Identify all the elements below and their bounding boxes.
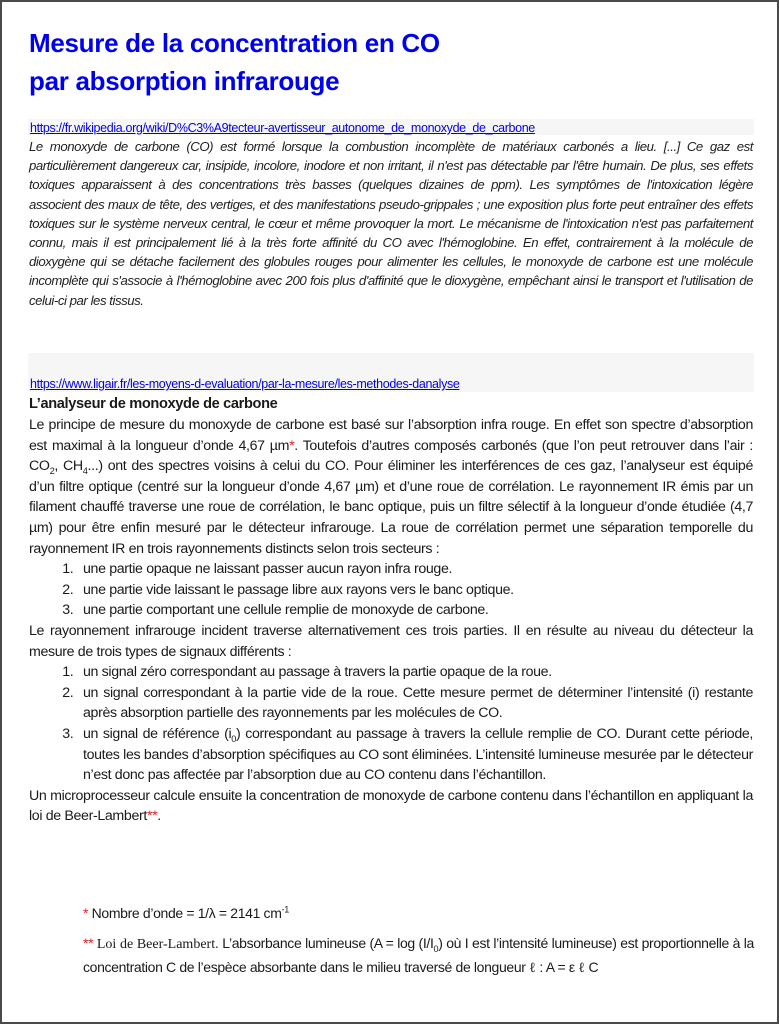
wikipedia-link[interactable]: https://fr.wikipedia.org/wiki/D%C3%A9tecteur-avertisseur_autonome_de_monoxyde_de_carbone [30,121,535,135]
conclusion-paragraph: Un microprocesseur calcule ensuite la concentration de monoxyde de carbone contenu dans l’échantillon en appliquant la loi de Beer-Lambert**. [29,787,753,825]
signals-list [29,662,753,786]
signals-paragraph: Le rayonnement infrarouge incident traverse alternativement ces trois parties. Il en résulte au niveau du détecteur la mesure de trois types de signaux différents : [29,622,753,660]
principle-paragraph: Le principe de mesure du monoxyde de carbone est basé sur l’absorption infra rouge. En effet son spectre d’absorption est maximal à la longueur d’onde 4,67 µm*. Toutefois d’autres composés carbonés (que l’on peut retrouver dans l’air : $CO_2$, $CH_4$...) ont des spectres voisins à celui du CO. Pour éliminer les interférences de ces gaz, l’analyseur est équipé d’un filtre optique (centré sur la longueur d’onde 4,67 µm) et d’une roue de corrélation. Le rayonnement IR émis par un filament chauffé traverse une roue de corrélation, le banc optique, puis un filtre sélectif à la longueur d’onde étudiée (4,7 µm) pour être enfin mesuré par le détecteur infrarouge. La roue de corrélation permet une séparation temporelle du rayonnement IR en trois rayonnements distincts selon trois secteurs : [29,417,753,557]
wheel-sectors-list [29,559,753,621]
beer-lambert-title: Loi de Beer-Lambert. [93,936,219,952]
footnote-wavenumber: * Nombre d’onde = 1/λ = 2141 $cm^{-1}$ [83,904,289,921]
footnote-marker-1[interactable]: * [289,437,295,454]
ligair-link[interactable]: https://www.ligair.fr/les-moyens-d-evaluation/par-la-mesure/les-methodes-danalyse [30,377,460,391]
wikipedia-quote: Le monoxyde de carbone (CO) est formé lorsque la combustion incomplète de matériaux carbonés a lieu. [...] Ce gaz est particulièrement dangereux car, insipide, incolore, inodore et non irritant, il n'est pas détectable par l'être humain. De plus, ses effets toxiques apparaissent à des concentrations très basses (quelques dizaines de ppm). Les symptômes de l'intoxication légère associent des maux de tête, des vertiges, et des manifestations pseudo-grippales ; une exposition plus forte peut entraîner des effets toxiques sur le système nerveux central, le cœur et même provoquer la mort. Le mécanisme de l'intoxication n'est pas parfaitement connu, mais il est principalement lié à la très forte affinité du CO avec l'hémoglobine. En effet, contrairement à la molécule de dioxygène qui se détache facilement des globules rouges pour alimenter les cellules, le monoxyde de carbone est une molécule incomplète qui s'associe à l'hémoglobine avec 200 fois plus d'affinité que le dioxygène, empêchant ainsi le transport et l'utilisation de celui-ci par les tissus. [29,139,753,308]
list-item: 3. une partie comportant une cellule remplie de monoxyde de carbone. [77,600,753,621]
footnote-marker-2[interactable]: ** [146,808,158,825]
list-item: 2. une partie vide laissant le passage libre aux rayons vers le banc optique. [77,580,753,601]
page-title [29,24,440,100]
title-line-2: par absorption infrarouge [29,66,340,96]
list-item: 1. un signal zéro correspondant au passage à travers la partie opaque de la roue. [77,662,753,683]
footnotes [83,902,754,981]
analyzer-section [29,393,753,827]
list-item: 2. un signal correspondant à la partie vide de la roue. Cette mesure permet de déterminer l’intensité (i) restante après absorption partielle des rayonnements par les molécules de CO. [77,683,753,724]
title-line-1: Mesure de la concentration en CO [29,28,440,58]
list-item: 1. une partie opaque ne laissant passer aucun rayon infra rouge. [77,559,753,580]
section-heading: L’analyseur de monoxyde de carbone [29,396,278,412]
footnote-beer-lambert: ** Loi de Beer-Lambert. L’absorbance lumineuse ($A = \log (I/I_0)$ où I est l’intensité lumineuse) est proportionnelle à la concentration C de l’espèce absorbante dans le milieu traversé de longueur ℓ : A = ε ℓ C [83,934,754,976]
list-item: 3. un signal de référence $(i_0)$ correspondant au passage à travers la cellule remplie de CO. Durant cette période, toutes les bandes d’absorption spécifiques au CO sont éliminées. L’intensité lumineuse mesurée par le détecteur n’est donc pas affectée par l’absorption due au CO contenu dans l’échantillon. [77,724,753,786]
